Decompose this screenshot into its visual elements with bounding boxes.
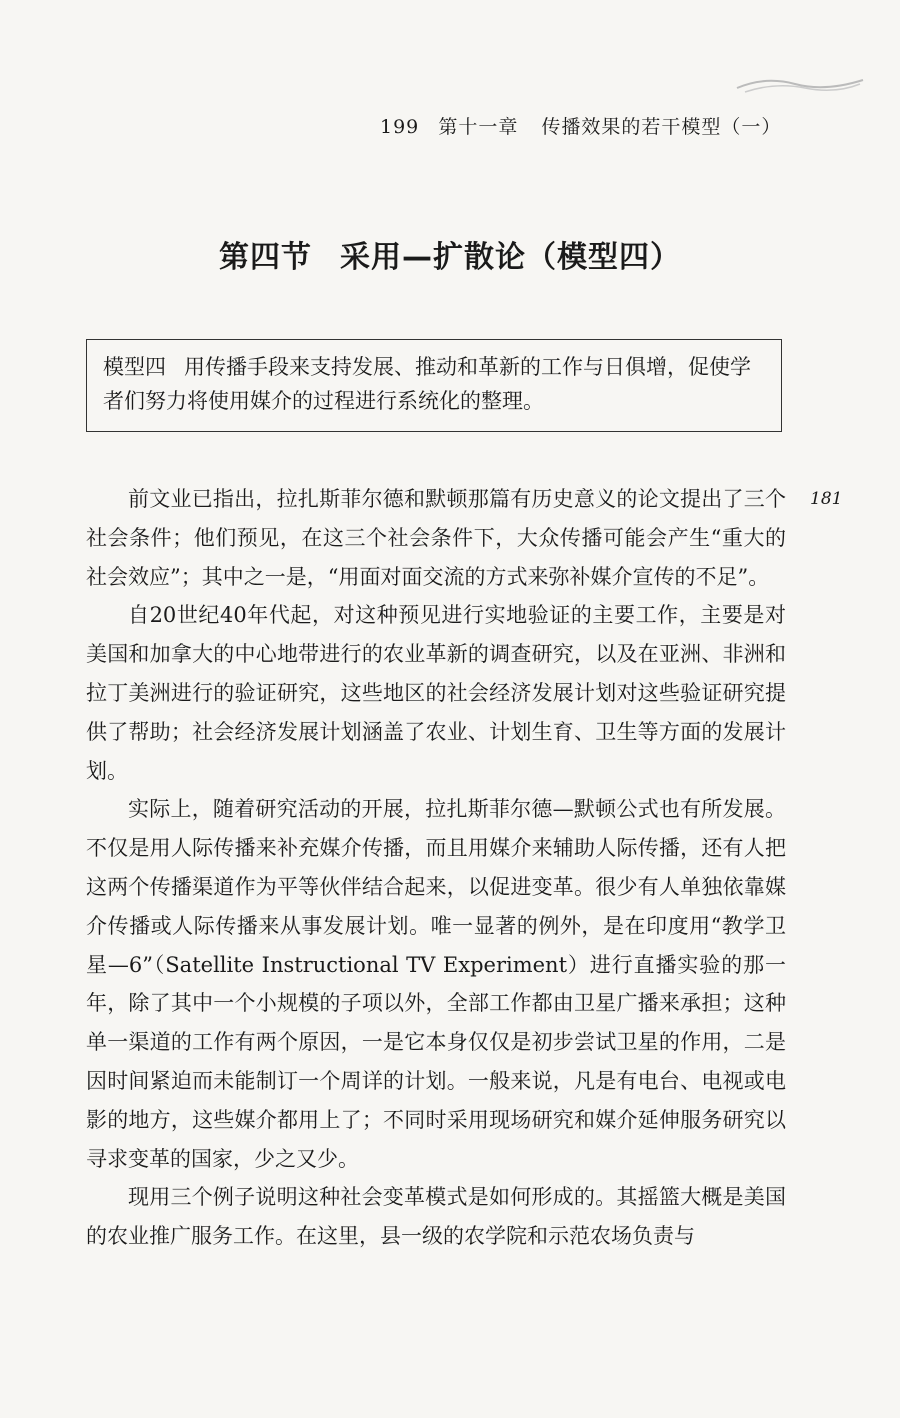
model-text: 用传播手段来支持发展、推动和革新的工作与日俱增，促使学者们努力将使用媒介的过程进行系统化的整理。 [103, 355, 751, 413]
chapter-title: 传播效果的若干模型（一） [541, 116, 782, 138]
model-label: 模型四 [103, 355, 166, 379]
chapter-label: 第十一章 [438, 116, 519, 138]
header-ornament [735, 70, 865, 100]
running-head [380, 112, 800, 139]
page-number: 199 [380, 116, 420, 138]
section-number: 第四节 [219, 240, 312, 275]
body-text [86, 480, 786, 1256]
paragraph: 实际上，随着研究活动的开展，拉扎斯菲尔德—默顿公式也有所发展。不仅是用人际传播来补充媒介传播，而且用媒介来辅助人际传播，还有人把这两个传播渠道作为平等伙伴结合起来，以促进变革。很少有人单独依靠媒介传播或人际传播来从事发展计划。唯一显著的例外，是在印度用“教学卫星—6”（Satellite Instructional TV Experiment）进行直播实验的那一年，除了其中一个小规模的子项以外，全部工作都由卫星广播来承担；这种单一渠道的工作有两个原因，一是它本身仅仅是初步尝试卫星的作用，二是因时间紧迫而未能制订一个周详的计划。一般来说，凡是有电台、电视或电影的地方，这些媒介都用上了；不同时采用现场研究和媒介延伸服务研究以寻求变革的国家，少之又少。 [86, 797, 786, 1171]
section-title [0, 232, 900, 276]
paragraph: 自20世纪40年代起，对这种预见进行实地验证的主要工作，主要是对美国和加拿大的中心地带进行的农业革新的调查研究，以及在亚洲、非洲和拉丁美洲进行的验证研究，这些地区的社会经济发展计划对这些验证研究提供了帮助；社会经济发展计划涵盖了农业、计划生育、卫生等方面的发展计划。 [86, 603, 786, 783]
paragraph: 现用三个例子说明这种社会变革模式是如何形成的。其摇篮大概是美国的农业推广服务工作。在这里，县一级的农学院和示范农场负责与 [86, 1185, 786, 1249]
section-heading: 采用—扩散论（模型四） [340, 240, 681, 275]
model-summary-box [86, 339, 782, 432]
original-page-number: 181 [810, 489, 843, 509]
paragraph: 前文业已指出，拉扎斯菲尔德和默顿那篇有历史意义的论文提出了三个社会条件；他们预见，在这三个社会条件下，大众传播可能会产生“重大的社会效应”；其中之一是，“用面对面交流的方式来弥补媒介宣传的不足”。 [86, 487, 786, 589]
